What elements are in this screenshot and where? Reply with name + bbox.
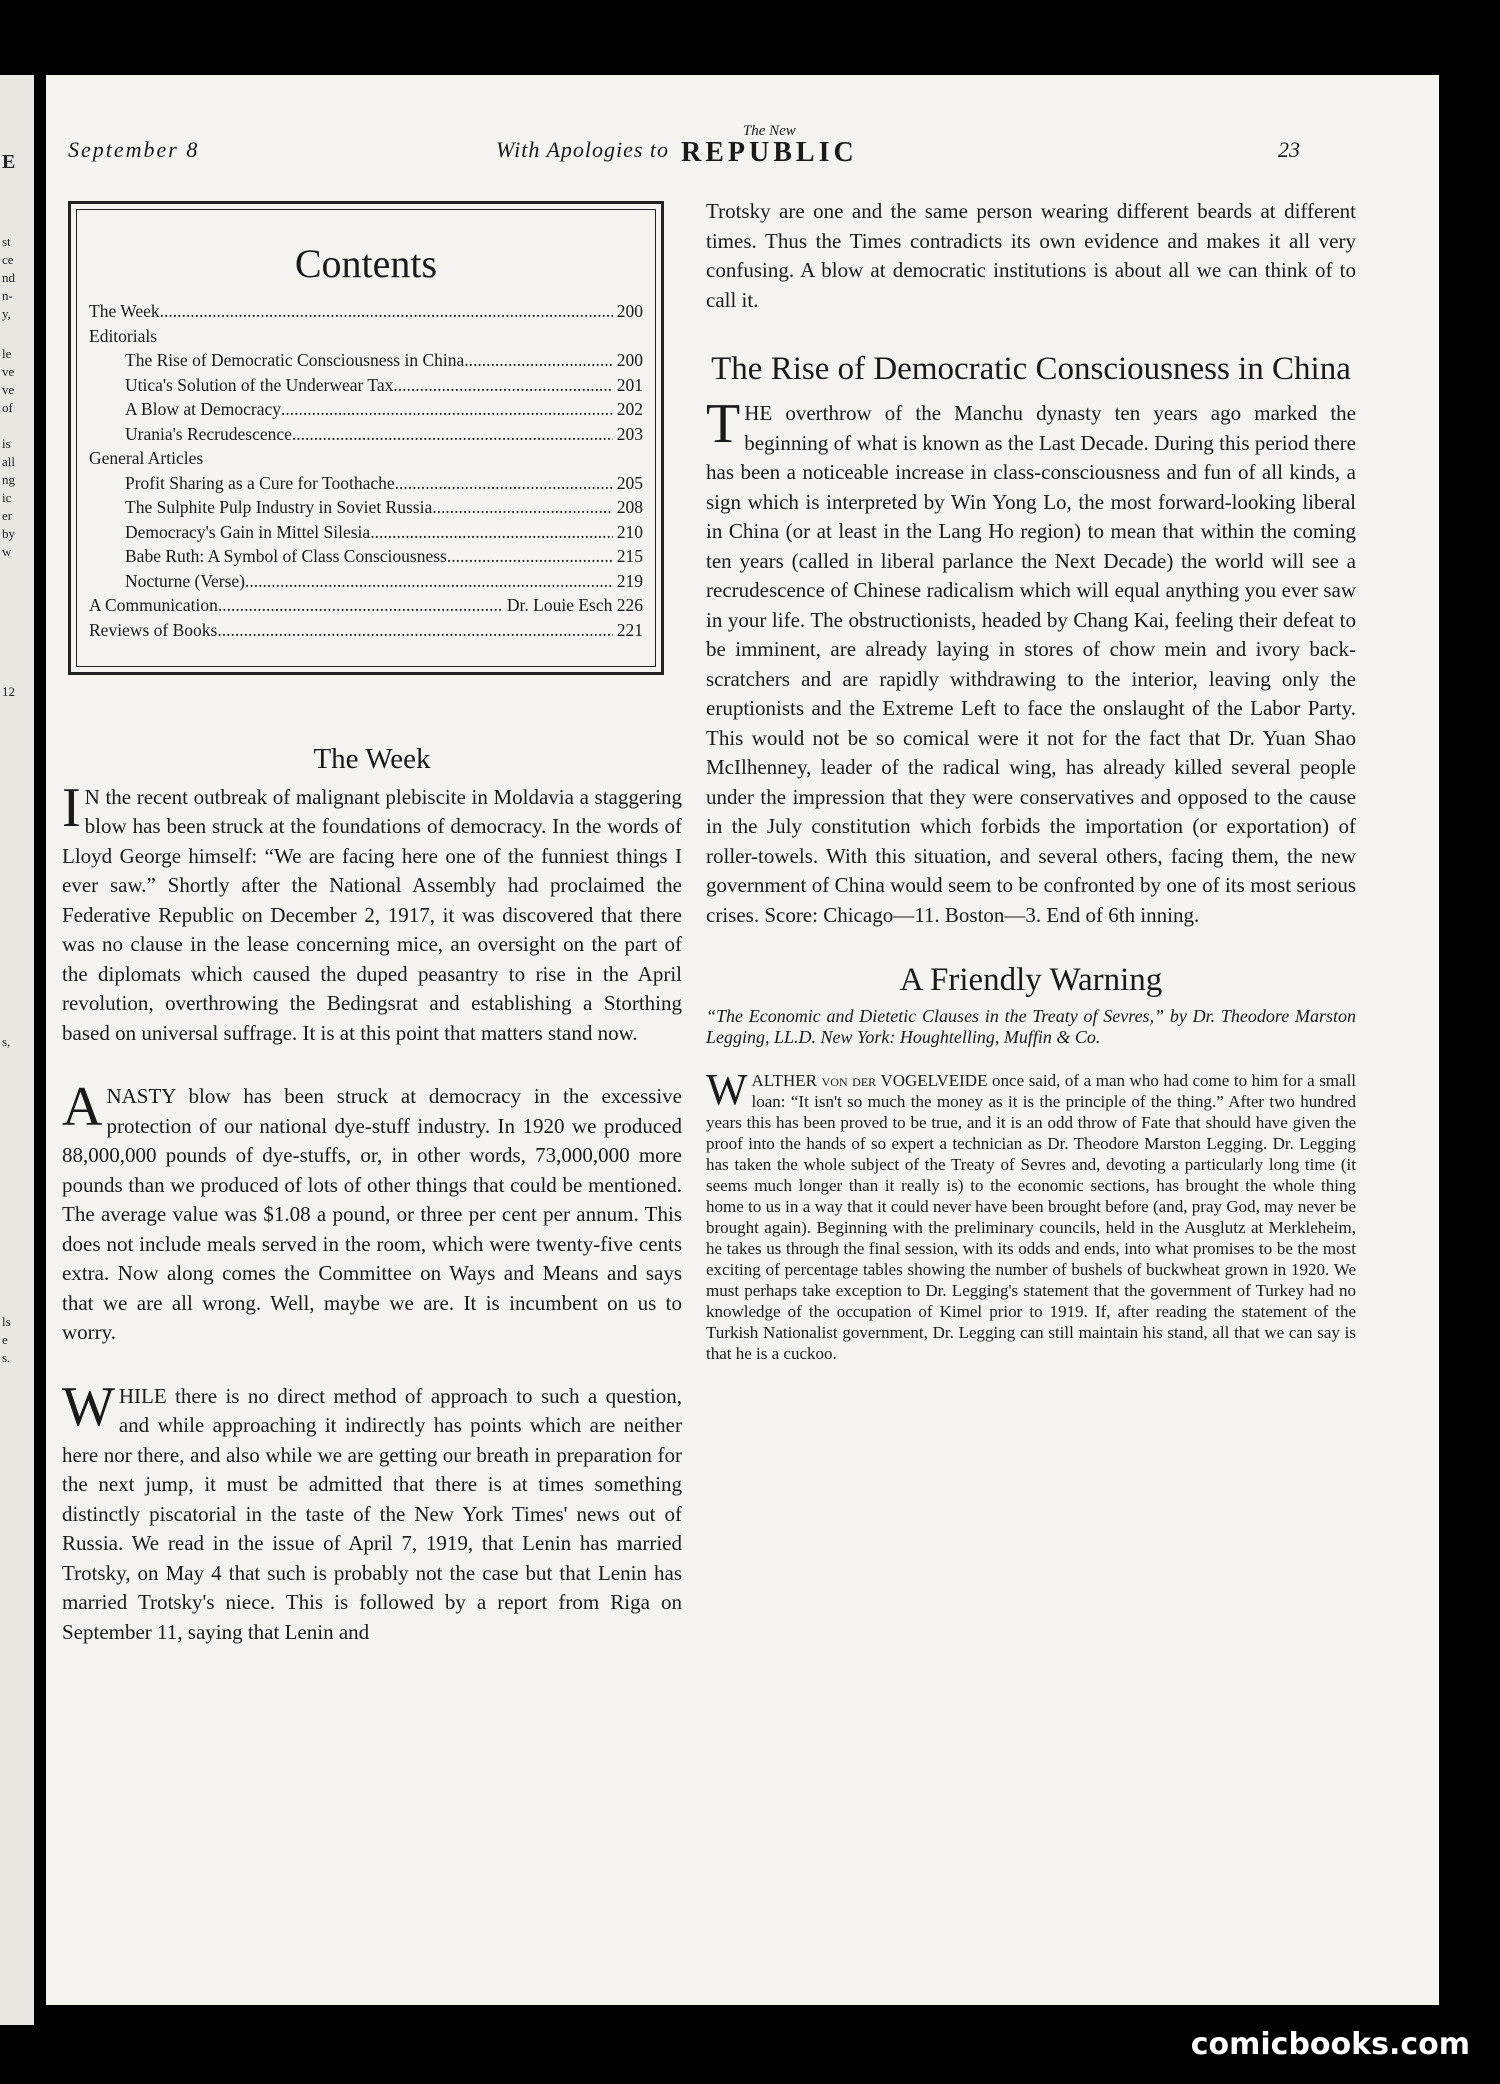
review-lead-word: ALTHER <box>751 1070 818 1090</box>
adjacent-page-fragment: le <box>2 346 12 361</box>
masthead-small: The New <box>742 123 796 139</box>
contents-entry <box>89 299 643 324</box>
contents-box <box>68 201 664 675</box>
contents-entry-title: The Week <box>89 301 160 321</box>
contents-entry <box>89 397 643 422</box>
contents-entry-page: 215 <box>616 546 643 566</box>
contents-entry-title: A Communication <box>89 595 218 615</box>
contents-entry-page: 200 <box>616 301 643 321</box>
adjacent-page-fragment: is <box>2 436 11 451</box>
contents-entry <box>89 495 643 520</box>
contents-entry-page: 208 <box>616 497 643 517</box>
contents-entry-page: 201 <box>616 374 643 395</box>
week-paragraph-3 <box>62 1375 682 1648</box>
contents-leader-dots <box>160 299 613 324</box>
contents-entry <box>89 471 643 496</box>
issue-date: September 8 <box>68 137 200 162</box>
adjacent-page-fragment: st <box>2 234 11 249</box>
right-column <box>706 197 1356 1364</box>
contents-entry-title: The Rise of Democratic Consciousness in China <box>125 350 465 370</box>
magazine-page <box>46 75 1439 2005</box>
week-paragraph-2 <box>62 1076 682 1348</box>
contents-leader-dots <box>281 397 613 422</box>
contents-leader-dots <box>370 520 613 545</box>
adjacent-page-fragment: e <box>2 1332 8 1347</box>
review-von-der: von der <box>821 1070 877 1090</box>
adjacent-page-fragment: ng <box>2 472 15 487</box>
contents-entry-page: 221 <box>616 619 643 640</box>
drop-cap: I <box>62 776 81 839</box>
review-citation: “The Economic and Dietetic Clauses in the Treaty of Sevres,” by Dr. Theodore Marston Legging, LL.D. New York: Houghtelling, Muffin & Co. <box>706 1005 1356 1047</box>
drop-cap: T <box>706 393 741 455</box>
contents-entry-page: 210 <box>616 521 643 542</box>
masthead-title: REPUBLIC <box>681 137 858 168</box>
week-paragraph-3-text: HILE there is no direct method of approach to such a question, and while approaching it indirectly has points which are neither here nor there, and also while we are getting our breath in preparation for the next jump, it must be admitted that there is at times something distinctly piscatorial in the taste of the New York Times' news out of Russia. We read in the issue of April 7, 1919, that Lenin has married Trotsky, on May 4 that such is probably not the case but that Lenin has married Trotsky's niece. This is followed by a report from Riga on September 11, saying that Lenin and <box>62 1383 682 1644</box>
adjacent-page-fragment: ve <box>2 364 15 379</box>
left-column <box>62 745 682 1647</box>
rise-paragraph-text: HE overthrow of the Manchu dynasty ten years ago marked the beginning of what is known as the Last Decade. During this period there has been a noticeable increase in class-consciousness and fun of all kinds, a sign which is interpreted by Win Yong Lo, the most forward-looking liberal in China (or at least in the Lang Ho region) to mean that within the coming ten years (called in liberal parlance the Next Decade) the world will see a recrudescence of Chinese radicalism which will equal anything you ever saw in your life. The obstructionists, headed by Chang Kai, feeling their defeat to be imminent, are already laying in stores of chow mein and ivory back-scratchers and are rapidly withdrawing to the interior, leaving only the eruptionists and the Extreme Left to face the onslaught of the Labor Party. This would not be so comical were it not for the fact that Dr. Yuan Shao McIlhenney, leader of the radical wing, has already killed several people under the impression that they were conservatives and opposed to the cause in the July constitution which forbids the importation (or exportation) of roller-towels. With this situation, and several others, facing them, the new government of China would seem to be confronted by one of its most serious crises. Score: Chicago—11. Boston—3. End of 6th inning. <box>706 401 1356 927</box>
masthead <box>681 123 858 166</box>
contents-entry-title: A Blow at Democracy <box>125 399 281 419</box>
apologies-text: With Apologies to <box>496 137 670 162</box>
week-paragraph-3-continued: Trotsky are one and the same person wearing different beards at different times. Thus the Times contradicts its own evidence and makes it all very confusing. A blow at democratic institutions is about all we can think of to call it. <box>706 199 1356 312</box>
contents-entry-title: Nocturne (Verse) <box>125 570 246 591</box>
adjacent-page-fragment: ce <box>2 252 14 267</box>
contents-section-label: Editorials <box>89 325 158 346</box>
adjacent-page-fragment: y, <box>2 306 11 321</box>
contents-leader-dots <box>432 495 613 520</box>
contents-entry <box>89 544 643 569</box>
contents-entry-title: Democracy's Gain in Mittel Silesia <box>125 521 371 542</box>
adjacent-page-fragment: 12 <box>2 684 15 699</box>
contents-inner-frame <box>76 209 656 667</box>
contents-title: Contents <box>294 241 438 286</box>
rise-paragraph <box>706 393 1356 930</box>
contents-leader-dots <box>395 471 613 496</box>
rise-heading: The Rise of Democratic Consciousness in China <box>711 351 1351 387</box>
adjacent-page-fragment: all <box>2 454 15 469</box>
review-paragraph <box>706 1064 1357 1364</box>
drop-cap: W <box>706 1064 748 1114</box>
contents-entry <box>89 520 643 545</box>
adjacent-page-fragment: ic <box>2 490 12 505</box>
contents-leader-dots <box>245 569 613 594</box>
watermark-logo: comicbooks.com <box>1190 2027 1470 2062</box>
contents-entry <box>89 618 643 643</box>
adjacent-page-fragment: ve <box>2 382 15 397</box>
contents-leader-dots <box>464 348 613 373</box>
week-paragraph-2-text: NASTY blow has been struck at democracy in the excessive protection of our national dye-stuff industry. In 1920 we produced 88,000,000 pounds of dye-stuffs, or, in other words, 73,000,000 more pounds than we produced of lots of other things that could be mentioned. The average value was $1.08 a pound, or three per cent per annum. This does not include meals served in the room, which were twenty-five cents extra. Now along comes the Committee on Ways and Means and says that we are all wrong. Well, maybe we are. It is incumbent on us to worry. <box>62 1084 682 1344</box>
contents-entry-page: 200 <box>616 350 643 370</box>
contents-entry <box>89 422 643 447</box>
contents-entry-page: 202 <box>616 399 643 419</box>
contents-entry-page: 203 <box>616 423 643 444</box>
adjacent-page-fragment: er <box>2 508 13 523</box>
contents-entry-title: Utica's Solution of the Underwear Tax <box>125 374 394 395</box>
page-number: 23 <box>1278 137 1300 162</box>
contents-entry-page: 219 <box>616 570 643 591</box>
contents-entry-title: Profit Sharing as a Cure for Toothache <box>125 472 395 493</box>
adjacent-page-fragment: nd <box>2 270 15 285</box>
week-heading: The Week <box>313 743 431 775</box>
contents-entry <box>89 593 643 618</box>
adjacent-page-fragment: w <box>2 544 12 559</box>
adjacent-page-fragment: ls <box>2 1314 11 1329</box>
adjacent-page-fragment: E <box>2 151 16 173</box>
contents-leader-dots <box>217 618 612 643</box>
drop-cap: A <box>62 1076 103 1138</box>
contents-section-label: General Articles <box>89 448 204 468</box>
contents-entry <box>89 569 643 594</box>
contents-leader-dots <box>393 373 612 398</box>
contents-entry-page: 205 <box>616 472 643 493</box>
adjacent-page-fragment: n- <box>2 288 13 303</box>
contents-leader-dots <box>292 422 613 447</box>
adjacent-page-fragment: s, <box>2 1034 11 1049</box>
contents-entry-title: Reviews of Books <box>89 619 218 640</box>
contents-leader-dots <box>447 544 613 569</box>
week-paragraph-1 <box>62 776 682 1049</box>
contents-entry-title: The Sulphite Pulp Industry in Soviet Russia <box>125 497 433 517</box>
review-paragraph-text: VOGELVEIDE once said, of a man who had come to him for a small loan: “It isn't so much the money as it is the principle of the thing.” After two hundred years this has been proved to be true, and it is an odd throw of Fate that should have given the proof into the hands of so expert a technician as Dr. Theodore Marston Legging. Dr. Legging has taken the whole subject of the Treaty of Sevres and, devoting a particularly long time (it seems much longer than it really is) to the economic sections, has brought the whole thing home to us in a way that it could never have been brought before (and, pray God, may never be brought again). Beginning with the preliminary councils, held in the Ausglutz at Merkleheim, he takes us through the final session, with its odds and ends, into what promises to be the most exciting of percentage tables showing the number of bushels of buckwheat grown in 1920. We must perhaps take exception to Dr. Legging's statement that the government of Turkey had no knowledge of the occupation of Kimel prior to 1919. If, after reading the statement of the Turkish Nationalist government, Dr. Legging can still maintain his stand, all that we can say is that he is a cuckoo. <box>706 1070 1357 1363</box>
week-paragraph-1-text: N the recent outbreak of malignant plebiscite in Moldavia a staggering blow has been struck at the foundations of democracy. In the words of Lloyd George himself: “We are facing here one of the funniest things I ever saw.” Shortly after the National Assembly had proclaimed the Federative Republic on December 2, 1917, it was discovered that there was no clause in the lease concerning mice, an oversight on the part of the diplomats which caused the duped peasantry to rise in the April revolution, overthrowing the Bedingsrat and establishing a Storthing based on universal suffrage. It is at this point that matters stand now. <box>62 784 682 1045</box>
contents-entry-title: Babe Ruth: A Symbol of Class Consciousness <box>125 546 447 566</box>
contents-entry-title: Urania's Recrudescence <box>125 423 292 444</box>
adjacent-page-fragment: of <box>2 400 13 415</box>
contents-entry <box>89 373 643 398</box>
adjacent-page-fragment: s. <box>2 1350 11 1365</box>
contents-list <box>89 299 643 642</box>
contents-entry-page: Dr. Louie Esch 226 <box>506 595 643 615</box>
adjacent-page-edge <box>0 75 34 2025</box>
contents-entry <box>89 348 643 373</box>
contents-leader-dots <box>218 593 503 618</box>
warning-heading: A Friendly Warning <box>899 962 1163 998</box>
adjacent-page-fragment: by <box>2 526 15 541</box>
drop-cap: W <box>62 1375 115 1438</box>
